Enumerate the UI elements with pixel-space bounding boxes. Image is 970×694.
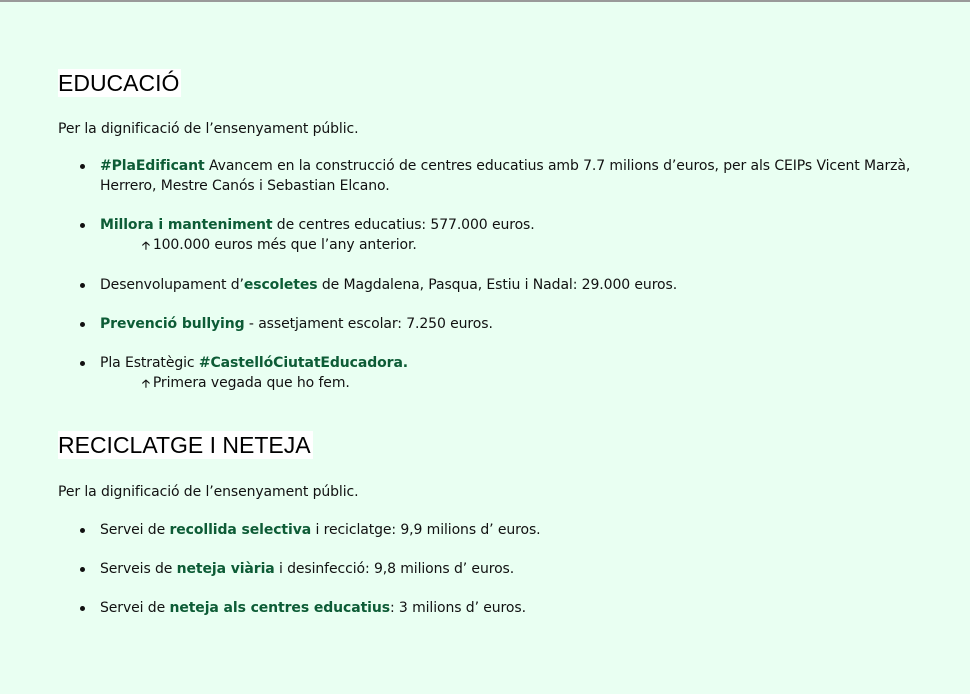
- bullet-icon: [80, 567, 85, 572]
- item-text: i desinfecció: 9,8 milions d’ euros.: [274, 561, 515, 577]
- list-item: [78, 156, 938, 196]
- section-intro-education: Per la dignificació de l’ensenyament públic.: [58, 121, 359, 137]
- bullet-icon: [80, 283, 85, 288]
- item-note-text: 100.000 euros més que l’any anterior.: [152, 237, 417, 253]
- item-prefix: Serveis de: [100, 561, 177, 577]
- bullet-icon: [80, 606, 85, 611]
- item-text: Avancem en la construcció de centres educatius amb 7.7 milions d’euros, per als CEIPs Vicent Marzà, Herrero, Mestre Canós i Sebastian Elcano.: [100, 158, 911, 194]
- item-highlight: #PlaEdificant: [100, 158, 205, 174]
- item-highlight: neteja als centres educatius: [169, 600, 390, 616]
- list-item: [78, 275, 938, 295]
- bullet-icon: [80, 164, 85, 169]
- item-prefix: Desenvolupament d’: [100, 277, 244, 293]
- item-text: de Magdalena, Pasqua, Estiu i Nadal: 29.000 euros.: [317, 277, 678, 293]
- list-item: [78, 520, 938, 540]
- list-item: [78, 353, 938, 394]
- item-text: : 3 milions d’ euros.: [389, 600, 526, 616]
- item-note: [100, 235, 938, 256]
- item-note-text: Primera vegada que ho fem.: [152, 375, 350, 391]
- up-arrow-icon: 🡡: [142, 377, 150, 390]
- item-highlight: escoletes: [243, 277, 318, 293]
- item-highlight: recollida selectiva: [169, 522, 312, 538]
- bullet-icon: [80, 223, 85, 228]
- item-prefix: Servei de: [100, 600, 170, 616]
- list-item: [78, 215, 938, 256]
- list-item: [78, 559, 938, 579]
- item-highlight: Millora i manteniment: [100, 217, 273, 233]
- item-highlight: #CastellóCiutatEducadora.: [198, 355, 409, 371]
- list-item: [78, 314, 938, 334]
- item-text: de centres educatius: 577.000 euros.: [272, 217, 535, 233]
- section-title-education: EDUCACIÓ: [58, 70, 180, 96]
- item-note: [100, 373, 938, 394]
- item-prefix: Servei de: [100, 522, 170, 538]
- list-item: [78, 598, 938, 618]
- education-list: [78, 156, 938, 413]
- item-text: i reciclatge: 9,9 milions d’ euros.: [311, 522, 541, 538]
- item-prefix: Pla Estratègic: [100, 355, 199, 371]
- item-highlight: neteja viària: [176, 561, 275, 577]
- bullet-icon: [80, 322, 85, 327]
- section-intro-recycling: Per la dignificació de l’ensenyament públic.: [58, 484, 359, 500]
- section-title-recycling: RECICLATGE I NETEJA: [58, 432, 311, 458]
- bullet-icon: [80, 528, 85, 533]
- recycling-list: [78, 520, 938, 637]
- item-highlight: Prevenció bullying: [100, 316, 245, 332]
- bullet-icon: [80, 361, 85, 366]
- item-text: - assetjament escolar: 7.250 euros.: [244, 316, 493, 332]
- up-arrow-icon: 🡡: [142, 239, 150, 252]
